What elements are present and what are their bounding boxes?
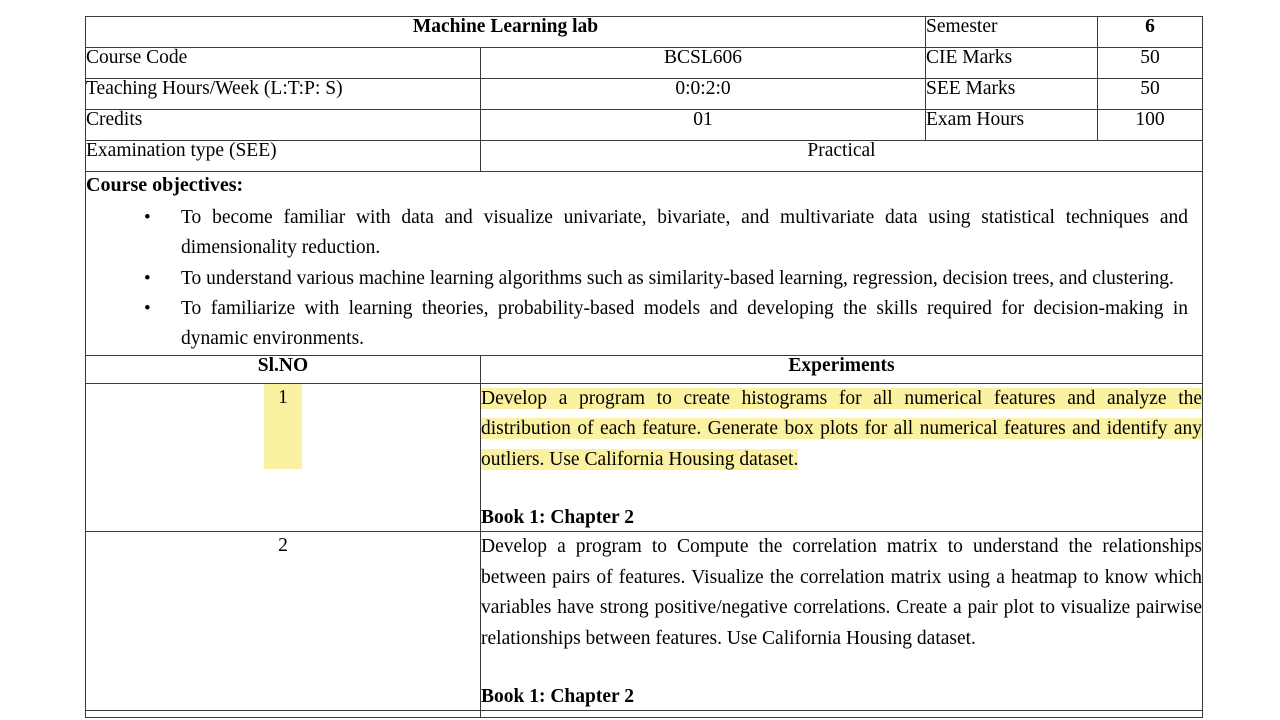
column-header-experiments: Experiments bbox=[481, 355, 1203, 383]
objective-text: To familiarize with learning theories, probability-based models and developing the skills required for decision-making in dynamic environments. bbox=[181, 298, 1189, 350]
experiment-text: Develop a program to Compute the correlation matrix to understand the relationships between pairs of features. Visualize the correlation matrix using a heatmap to know which variables have strong positive/negative correlations. Create a pair plot to visualize pairwise relationships between features. Use California Housing dataset. bbox=[481, 536, 1203, 649]
experiment-text-highlight: Develop a program to create histograms for all numerical features and analyze the distribution of each feature. Generate box plots for all numerical features and identify any outliers. Use California Housing dataset. bbox=[481, 387, 1203, 470]
experiment-slno-cell-partial bbox=[86, 711, 481, 718]
table-row-exam-type bbox=[86, 141, 1203, 172]
table-row-experiment-partial bbox=[86, 711, 1203, 718]
course-syllabus-table bbox=[85, 16, 1203, 718]
table-row-experiment bbox=[86, 383, 1203, 532]
experiment-description-cell-partial bbox=[481, 711, 1203, 718]
course-code-label: Course Code bbox=[86, 48, 481, 79]
exam-hours-label: Exam Hours bbox=[926, 110, 1098, 141]
table-row-credits bbox=[86, 110, 1203, 141]
credits-value: 01 bbox=[481, 110, 926, 141]
objective-text: To understand various machine learning algorithms such as similarity-based learning, regression, decision trees, and clustering. bbox=[181, 267, 1174, 289]
experiment-slno: 1 bbox=[264, 384, 302, 469]
exam-type-label: Examination type (SEE) bbox=[86, 141, 481, 172]
course-objectives-list bbox=[86, 203, 1202, 355]
course-title-cell: Machine Learning lab bbox=[86, 17, 926, 48]
semester-label: Semester bbox=[926, 17, 1098, 48]
table-row-course-code bbox=[86, 48, 1203, 79]
table-row-experiment bbox=[86, 532, 1203, 711]
course-objectives-cell bbox=[86, 172, 1203, 356]
experiment-slno-cell bbox=[86, 532, 481, 711]
experiment-book-reference: Book 1: Chapter 2 bbox=[481, 685, 634, 707]
course-objectives-heading: Course objectives: bbox=[86, 174, 244, 196]
experiment-book-reference: Book 1: Chapter 2 bbox=[481, 507, 634, 529]
table-row-teaching-hours bbox=[86, 79, 1203, 110]
bullet-icon: • bbox=[144, 267, 151, 289]
experiment-text bbox=[481, 384, 1202, 475]
experiment-slno-cell bbox=[86, 383, 481, 532]
experiment-description-cell bbox=[481, 532, 1203, 711]
objective-text: To become familiar with data and visualize univariate, bivariate, and multivariate data using statistical techniques and dimensionality reduction. bbox=[181, 206, 1189, 259]
see-marks-value: 50 bbox=[1098, 79, 1203, 110]
objective-item bbox=[86, 294, 1202, 355]
course-code-value: BCSL606 bbox=[481, 48, 926, 79]
bullet-icon: • bbox=[144, 206, 151, 228]
objective-item bbox=[86, 264, 1202, 294]
experiment-description-cell bbox=[481, 383, 1203, 532]
exam-hours-value: 100 bbox=[1098, 110, 1203, 141]
experiment-slno: 2 bbox=[278, 535, 288, 557]
column-header-slno: Sl.NO bbox=[86, 355, 481, 383]
objective-item bbox=[86, 203, 1202, 264]
table-row-experiments-header bbox=[86, 355, 1203, 383]
teaching-hours-value: 0:0:2:0 bbox=[481, 79, 926, 110]
cie-marks-label: CIE Marks bbox=[926, 48, 1098, 79]
credits-label: Credits bbox=[86, 110, 481, 141]
table-row-title bbox=[86, 17, 1203, 48]
bullet-icon: • bbox=[144, 298, 151, 320]
see-marks-label: SEE Marks bbox=[926, 79, 1098, 110]
exam-type-value: Practical bbox=[481, 141, 1203, 172]
teaching-hours-label: Teaching Hours/Week (L:T:P: S) bbox=[86, 79, 481, 110]
table-row-objectives bbox=[86, 172, 1203, 356]
cie-marks-value: 50 bbox=[1098, 48, 1203, 79]
semester-value: 6 bbox=[1098, 17, 1203, 48]
